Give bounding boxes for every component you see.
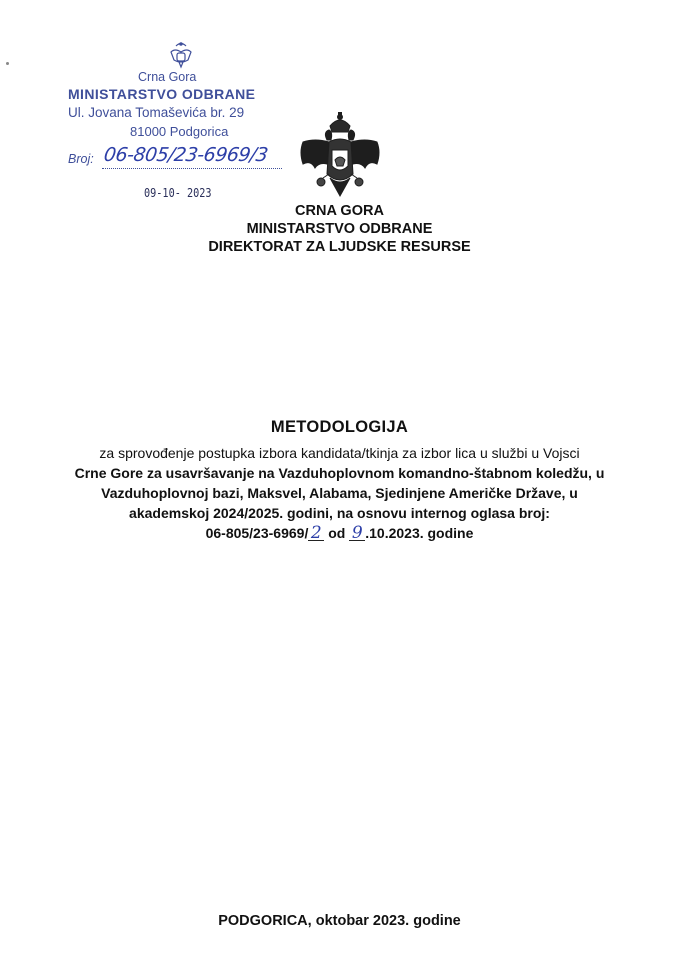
reference-date-suffix: .10.2023. godine xyxy=(365,525,474,541)
header-directorate: DIREKTORAT ZA LJUDSKE RESURSE xyxy=(208,239,471,255)
stamp-date: 09-10- 2023 xyxy=(144,186,212,200)
reference-od: od xyxy=(324,525,350,541)
description-line-1: za sprovođenje postupka izbora kandidata/tkinja za izbor lica u službi u Vojsci xyxy=(99,445,580,461)
header-ministry: MINISTARSTVO ODBRANE xyxy=(246,221,433,237)
stamp-street: Ul. Jovana Tomaševića br. 29 xyxy=(68,105,245,120)
scan-speck xyxy=(6,62,9,65)
description-line-2: Crne Gore za usavršavanje na Vazduhoplovnom komandno-štabnom koledžu, u xyxy=(74,465,605,481)
description-line-3: Vazduhoplovnoj bazi, Maksvel, Alabama, Sjedinjene Američke Države, u xyxy=(101,485,578,501)
stamp-city: 81000 Podgorica xyxy=(130,124,229,139)
document-title: METODOLOGIJA xyxy=(270,418,409,436)
ministry-stamp xyxy=(60,38,300,208)
stamp-broj-handwritten: 06-805/23-6969/3 xyxy=(102,144,270,166)
handwritten-number: 2 xyxy=(308,526,324,541)
header-country: CRNA GORA xyxy=(295,203,384,219)
description-line-5 xyxy=(28,525,651,541)
montenegro-coat-of-arms-icon xyxy=(297,112,383,208)
stamp-broj-underline xyxy=(102,168,282,169)
stamp-country: Crna Gora xyxy=(138,70,197,84)
stamp-ministry: MINISTARSTVO ODBRANE xyxy=(68,86,256,102)
handwritten-day: 9 xyxy=(349,526,365,541)
footer-place-date: PODGORICA, oktobar 2023. godine xyxy=(218,913,461,929)
stamp-coat-of-arms-icon xyxy=(168,40,194,70)
reference-number-prefix: 06-805/23-6969/ xyxy=(205,525,309,541)
description-line-4: akademskoj 2024/2025. godini, na osnovu internog oglasa broj: xyxy=(129,505,550,521)
stamp-broj-label: Broj: xyxy=(68,152,94,166)
